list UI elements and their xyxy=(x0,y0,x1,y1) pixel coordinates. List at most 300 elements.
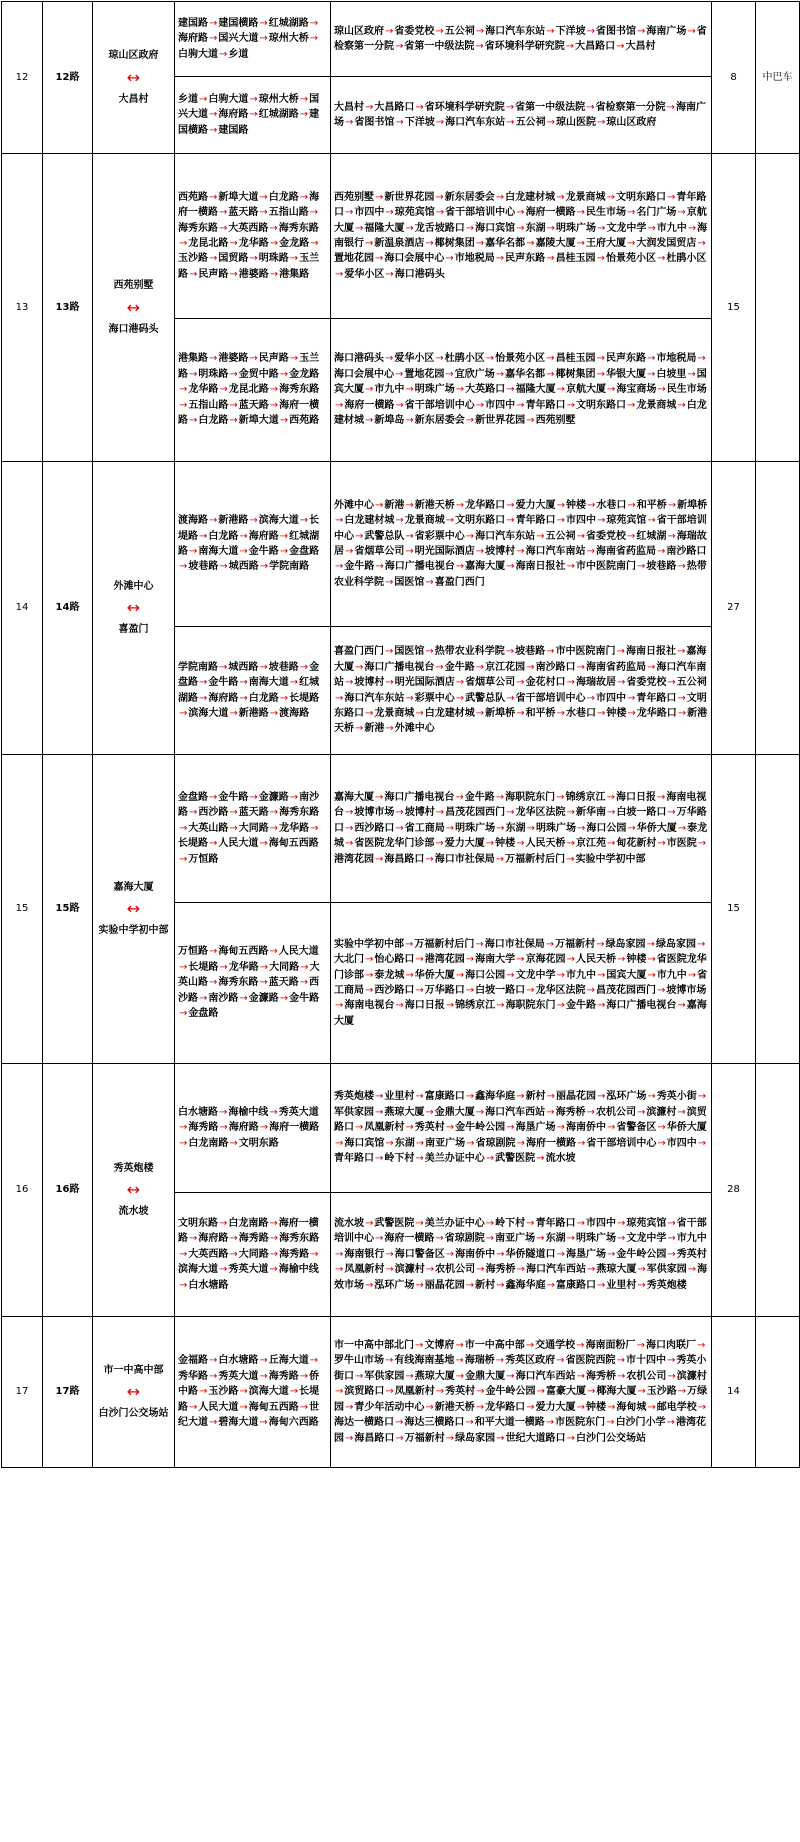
road-name: 龙昆北路 xyxy=(228,384,269,396)
arrow-icon: → xyxy=(269,707,279,719)
arrow-icon: → xyxy=(385,576,394,588)
stop-name: 明光国际酒店 xyxy=(394,677,455,689)
stop-name: 华侨大厦 xyxy=(414,969,455,981)
road-name: 白驹大道 xyxy=(178,48,218,60)
stop-name: 滨贸路口 xyxy=(344,1386,385,1398)
arrow-icon: → xyxy=(209,1370,218,1382)
road-name: 西沙路 xyxy=(198,807,229,819)
route-terminals xyxy=(93,2,175,154)
vehicle-count: 14 xyxy=(712,1317,756,1468)
road-name: 龙昆北路 xyxy=(188,238,229,249)
road-name: 明珠路 xyxy=(198,368,229,380)
stop-name: 业里村 xyxy=(384,1091,415,1103)
terminal-to: 大昌村 xyxy=(118,93,149,105)
road-name: 海秀东路 xyxy=(279,1233,320,1245)
arrow-icon: → xyxy=(506,692,515,704)
stop-name: 昌桂玉园 xyxy=(555,353,596,365)
arrow-icon: → xyxy=(355,530,364,542)
stop-name: 大昌路口 xyxy=(374,101,415,113)
stop-name: 海瑞故居 xyxy=(334,530,707,557)
road-name: 玉兰路 xyxy=(178,353,320,380)
route-stops xyxy=(331,2,712,77)
stop-name: 海口会展中心 xyxy=(334,368,394,380)
arrow-icon: → xyxy=(435,117,445,128)
stop-name: 外滩中心 xyxy=(394,723,435,735)
stop-name: 新华南 xyxy=(575,807,606,819)
arrow-icon: → xyxy=(546,353,555,365)
arrow-icon: → xyxy=(495,191,505,203)
route-stops xyxy=(331,462,712,627)
stop-name: 海口广播电视台 xyxy=(384,561,455,573)
arrow-icon: → xyxy=(445,515,455,527)
arrow-icon: → xyxy=(219,1106,228,1118)
stop-name: 青年路口 xyxy=(334,1153,374,1165)
arrow-icon: → xyxy=(647,1401,656,1413)
stop-name: 海口汽车东站 xyxy=(475,530,536,542)
arrow-icon: → xyxy=(646,938,655,950)
arrow-icon: → xyxy=(667,530,676,542)
arrow-icon: → xyxy=(596,222,606,234)
arrow-icon: → xyxy=(335,399,344,411)
stop-name: 新埠桥 xyxy=(485,707,516,719)
arrow-icon: → xyxy=(229,1137,238,1149)
arrow-icon: → xyxy=(355,661,364,673)
stop-name: 新港 xyxy=(384,499,405,511)
arrow-icon: → xyxy=(425,1106,434,1118)
arrow-icon: → xyxy=(516,677,525,689)
arrow-icon: → xyxy=(189,546,198,557)
arrow-icon: → xyxy=(596,969,606,981)
stop-name: 国宾大厦 xyxy=(606,969,647,981)
stop-name: 热带农业科学院 xyxy=(434,646,505,658)
road-name: 人民大道 xyxy=(278,946,319,958)
stop-name: 青年路口 xyxy=(334,191,707,219)
road-name: 龙华路 xyxy=(279,822,310,834)
route-stops xyxy=(331,154,712,319)
stop-name: 省医院龙华门诊部 xyxy=(334,954,707,981)
arrow-icon: → xyxy=(606,1401,616,1413)
stop-name: 省烟草公司 xyxy=(465,677,516,689)
arrow-icon: → xyxy=(465,985,475,996)
arrow-icon: → xyxy=(179,1008,188,1020)
stop-name: 海府一横路 xyxy=(525,207,576,219)
arrow-icon: → xyxy=(697,1091,707,1103)
stop-name: 海口宾馆 xyxy=(475,222,516,234)
road-name: 大同路 xyxy=(238,822,269,834)
road-name: 金濂路 xyxy=(258,791,289,803)
stop-name: 椰树集团 xyxy=(434,238,475,249)
stop-name: 秀英村 xyxy=(445,1386,476,1398)
stop-name: 万福新村 xyxy=(404,1432,445,1444)
arrow-icon: → xyxy=(566,807,575,819)
stop-name: 锦绣京江 xyxy=(455,1000,496,1012)
stop-name: 海南侨中 xyxy=(565,1122,606,1134)
stop-name: 军供家园 xyxy=(364,1370,405,1382)
arrow-icon: → xyxy=(576,1340,585,1352)
arrow-icon: → xyxy=(586,1264,596,1276)
stop-name: 市四中 xyxy=(485,399,516,411)
stop-name: 泓环广场 xyxy=(374,1279,415,1291)
arrow-icon: → xyxy=(616,1217,626,1229)
arrow-icon: → xyxy=(576,661,585,673)
arrow-icon: → xyxy=(269,807,279,819)
route-stops xyxy=(331,77,712,154)
arrow-icon: → xyxy=(219,661,228,673)
arrow-icon: → xyxy=(455,791,464,803)
road-name: 海秀路 xyxy=(238,1233,269,1245)
stop-name: 滨濂村 xyxy=(646,1106,677,1118)
stop-name: 省干部培训中心 xyxy=(515,692,586,704)
arrow-icon: → xyxy=(415,1137,425,1149)
arrow-icon: → xyxy=(606,1122,616,1134)
stop-name: 金花村口 xyxy=(525,677,566,689)
arrow-icon: → xyxy=(637,1279,646,1291)
stop-name: 武警医院 xyxy=(374,1217,415,1229)
stop-name: 海口市社保局 xyxy=(484,938,545,950)
road-name: 南海大道 xyxy=(198,546,239,557)
stop-name: 滨濂村 xyxy=(394,1264,425,1276)
arrow-icon: → xyxy=(425,1401,434,1413)
road-name: 文明东路 xyxy=(238,1137,279,1149)
arrow-icon: → xyxy=(335,1000,344,1012)
arrow-icon: → xyxy=(676,646,686,658)
stop-name: 怡心路口 xyxy=(374,954,415,966)
stop-name: 和平大道一横路 xyxy=(474,1417,545,1429)
arrow-icon: → xyxy=(475,661,485,673)
stop-name: 秀英村 xyxy=(414,1122,445,1134)
arrow-icon: → xyxy=(616,41,625,52)
arrow-icon: → xyxy=(219,961,228,973)
arrow-icon: → xyxy=(259,1370,268,1382)
arrow-icon: → xyxy=(189,368,198,380)
stop-name: 海口日报 xyxy=(404,1000,445,1012)
stop-name: 水巷口 xyxy=(596,499,627,511)
arrow-icon: → xyxy=(646,353,656,365)
road-name: 海秀路 xyxy=(268,1370,299,1382)
road-name: 学院南路 xyxy=(178,661,218,673)
stop-name: 海府一横路 xyxy=(525,1137,576,1149)
arrow-icon: → xyxy=(586,1386,596,1398)
stop-name: 海口汽车南站 xyxy=(334,661,707,689)
arrow-icon: → xyxy=(546,117,555,128)
arrow-icon: → xyxy=(677,692,686,704)
arrow-icon: → xyxy=(627,707,636,719)
stop-name: 秀英区政府 xyxy=(505,1355,556,1367)
road-name: 人民大道 xyxy=(218,838,259,850)
arrow-icon: → xyxy=(219,207,228,219)
stop-name: 省警备区 xyxy=(616,1122,657,1134)
stop-name: 海职院东门 xyxy=(505,791,556,803)
route-row xyxy=(2,755,800,903)
stop-name: 外滩中心 xyxy=(334,499,374,511)
stop-name: 东湖 xyxy=(394,1137,415,1149)
stop-name: 海口宾馆 xyxy=(344,1137,385,1149)
stop-name: 京海花园 xyxy=(525,954,566,966)
stop-name: 明珠广场 xyxy=(555,222,596,234)
stop-name: 杜鹃小区 xyxy=(444,353,485,365)
road-name: 城西路 xyxy=(228,661,259,673)
arrow-icon: → xyxy=(445,822,455,834)
stop-name: 龙华区法院 xyxy=(535,985,586,996)
stop-name: 福隆大厦 xyxy=(515,384,556,396)
arrow-icon: → xyxy=(345,117,354,128)
stop-name: 白坡一路口 xyxy=(475,985,526,996)
arrow-icon: → xyxy=(249,93,258,105)
stop-name: 海南广场 xyxy=(646,25,687,37)
arrow-icon: → xyxy=(310,238,319,249)
stop-name: 文明东路口 xyxy=(455,515,506,527)
arrow-icon: → xyxy=(259,1417,268,1429)
arrow-icon: → xyxy=(455,499,465,511)
arrow-icon: → xyxy=(546,1106,555,1118)
arrow-icon: → xyxy=(546,368,555,380)
arrow-icon: → xyxy=(586,546,595,557)
arrow-icon: → xyxy=(365,101,374,113)
arrow-icon: → xyxy=(179,853,188,865)
stop-name: 省烟草公司 xyxy=(354,546,405,557)
arrow-icon: → xyxy=(279,530,289,542)
arrow-icon: → xyxy=(425,576,434,588)
stop-name: 省医院龙华门诊部 xyxy=(354,838,435,850)
stop-name: 省琼剧院 xyxy=(475,1137,516,1149)
arrow-icon: → xyxy=(566,838,575,850)
arrow-icon: → xyxy=(300,961,309,973)
stop-name: 东湖 xyxy=(545,1233,566,1245)
road-name: 白水塘路 xyxy=(218,1355,259,1367)
arrow-icon: → xyxy=(637,1386,646,1398)
arrow-icon: → xyxy=(279,415,289,427)
stop-name: 美兰办证中心 xyxy=(424,1217,485,1229)
stop-name: 南沙路口 xyxy=(535,661,576,673)
route-terminals xyxy=(93,755,175,1064)
arrow-icon: → xyxy=(506,969,515,981)
road-name: 建国横路 xyxy=(218,17,259,29)
stop-name: 京航大厦 xyxy=(334,207,707,234)
road-name: 红城湖路 xyxy=(258,109,299,121)
stop-name: 万福新村后门 xyxy=(505,853,566,865)
arrow-icon: → xyxy=(415,1340,424,1352)
road-name: 长堤路 xyxy=(178,1386,320,1413)
arrow-icon: → xyxy=(385,207,394,219)
stop-name: 名门广场 xyxy=(636,207,677,219)
stop-name: 丽晶花园 xyxy=(424,1279,465,1291)
stop-name: 坡博村 xyxy=(404,807,435,819)
arrow-icon: → xyxy=(576,1217,585,1229)
arrow-icon: → xyxy=(616,954,626,966)
arrow-icon: → xyxy=(485,1153,495,1165)
arrow-icon: → xyxy=(299,977,309,989)
stop-name: 金牛路 xyxy=(444,661,475,673)
arrow-icon: → xyxy=(289,677,299,689)
stop-name: 王府大厦 xyxy=(585,238,626,249)
stop-name: 国医馆 xyxy=(394,646,425,658)
stop-name: 钟楼 xyxy=(626,954,647,966)
stop-name: 新世界花园 xyxy=(475,415,526,427)
arrow-icon: → xyxy=(405,384,414,396)
vehicle-type xyxy=(756,462,800,755)
stop-name: 凤凰新村 xyxy=(344,1264,385,1276)
arrow-icon: → xyxy=(209,977,218,989)
road-name: 大英西路 xyxy=(188,1248,229,1260)
arrow-icon: → xyxy=(566,1432,575,1444)
stop-name: 海效市场 xyxy=(334,1264,708,1291)
road-name: 碧海大道 xyxy=(218,1417,259,1429)
arrow-icon: → xyxy=(606,807,616,819)
arrow-icon: → xyxy=(616,646,625,658)
stop-name: 五公祠 xyxy=(545,530,576,542)
arrow-icon: → xyxy=(485,353,495,365)
stop-name: 泓环广场 xyxy=(606,1091,647,1103)
arrow-icon: → xyxy=(239,692,248,704)
stop-name: 南亚广场 xyxy=(425,1137,466,1149)
stop-name: 市九中 xyxy=(565,969,596,981)
stop-name: 华侨隧道口 xyxy=(505,1248,556,1260)
stop-name: 省第一中级法院 xyxy=(404,41,475,52)
route-stops xyxy=(331,1317,712,1468)
arrow-icon: → xyxy=(385,1248,394,1260)
road-name: 坡巷路 xyxy=(188,561,219,573)
vehicle-type: 中巴车 xyxy=(756,2,800,154)
stop-name: 白龙建材城 xyxy=(505,191,556,203)
arrow-icon: → xyxy=(365,1279,374,1291)
arrow-icon: → xyxy=(586,1106,595,1118)
road-name: 金盘路 xyxy=(178,661,320,689)
double-arrow-icon: ↔ xyxy=(126,1180,141,1199)
stop-name: 新东居委会 xyxy=(444,191,495,203)
arrow-icon: → xyxy=(677,1000,686,1012)
arrow-icon: → xyxy=(395,368,404,380)
arrow-icon: → xyxy=(229,399,238,411)
arrow-icon: → xyxy=(506,384,515,396)
arrow-icon: → xyxy=(687,1264,697,1276)
stop-name: 罗牛山市场 xyxy=(334,1355,384,1367)
arrow-icon: → xyxy=(445,1248,455,1260)
stop-name: 省检察第一分院 xyxy=(595,101,666,113)
stop-name: 凤凰新村 xyxy=(364,1122,405,1134)
arrow-icon: → xyxy=(596,353,605,365)
arrow-icon: → xyxy=(299,93,309,105)
arrow-icon: → xyxy=(475,938,484,950)
arrow-icon: → xyxy=(546,25,555,37)
road-name: 明珠路 xyxy=(258,253,289,265)
stop-name: 市九中 xyxy=(676,1233,707,1245)
arrow-icon: → xyxy=(566,677,575,689)
arrow-icon: → xyxy=(365,415,374,427)
arrow-icon: → xyxy=(475,25,485,37)
arrow-icon: → xyxy=(335,1248,344,1260)
stop-name: 海口广播电视台 xyxy=(364,661,435,673)
arrow-icon: → xyxy=(687,969,697,981)
arrow-icon: → xyxy=(616,1355,625,1367)
road-name: 国兴大道 xyxy=(218,33,259,45)
stop-name: 市四中 xyxy=(565,515,596,527)
arrow-icon: → xyxy=(657,838,666,850)
arrow-icon: → xyxy=(385,1355,394,1367)
stop-name: 富康路口 xyxy=(424,1091,465,1103)
arrow-icon: → xyxy=(546,253,555,265)
stop-name: 西沙路口 xyxy=(354,822,395,834)
stop-name: 邮电学校 xyxy=(656,1401,697,1413)
road-name: 秀英大道 xyxy=(228,1264,269,1276)
arrow-icon: → xyxy=(435,807,445,819)
stop-name: 西苑别墅 xyxy=(535,415,576,427)
stop-name: 民声东路 xyxy=(605,353,646,365)
arrow-icon: → xyxy=(606,1417,615,1429)
arrow-icon: → xyxy=(259,1122,269,1134)
stop-name: 宜欣广场 xyxy=(454,368,495,380)
stop-name: 彩票中心 xyxy=(414,692,455,704)
arrow-icon: → xyxy=(365,384,374,396)
stop-name: 海口广播电视台 xyxy=(606,1000,677,1012)
stop-name: 怡景苑小区 xyxy=(605,253,656,265)
arrow-icon: → xyxy=(239,546,248,557)
arrow-icon: → xyxy=(239,1386,248,1398)
stop-name: 新埠岛 xyxy=(374,415,405,427)
arrow-icon: → xyxy=(239,530,248,542)
stop-name: 市九中 xyxy=(656,969,687,981)
arrow-icon: → xyxy=(525,1340,535,1352)
vehicle-count: 15 xyxy=(712,755,756,1064)
arrow-icon: → xyxy=(516,954,525,966)
arrow-icon: → xyxy=(209,1355,218,1367)
stop-name: 武警总队 xyxy=(465,692,506,704)
arrow-icon: → xyxy=(219,561,228,573)
terminal-to: 流水坡 xyxy=(118,1206,149,1217)
stop-name: 海昌路口 xyxy=(384,853,425,865)
road-name: 金牛路 xyxy=(248,546,279,557)
road-name: 世纪大道 xyxy=(178,1401,320,1429)
arrow-icon: → xyxy=(475,546,485,557)
stop-name: 爱力大厦 xyxy=(515,499,556,511)
stop-name: 青年路口 xyxy=(636,692,677,704)
arrow-icon: → xyxy=(289,791,299,803)
arrow-icon: → xyxy=(445,1432,455,1444)
arrow-icon: → xyxy=(556,384,565,396)
arrow-icon: → xyxy=(656,253,666,265)
terminal-from: 嘉海大厦 xyxy=(113,881,154,893)
arrow-icon: → xyxy=(435,661,444,673)
stop-name: 市十四中 xyxy=(625,1355,666,1367)
arrow-icon: → xyxy=(526,415,535,427)
arrow-icon: → xyxy=(576,207,585,219)
arrow-icon: → xyxy=(395,1432,404,1444)
road-name: 人民大道 xyxy=(198,1401,239,1413)
arrow-icon: → xyxy=(299,1370,309,1382)
stop-name: 市中医院南门 xyxy=(555,646,616,658)
road-name: 白水塘路 xyxy=(188,1279,229,1291)
road-name: 海府一横路 xyxy=(178,191,320,219)
arrow-icon: → xyxy=(385,677,394,689)
road-name: 金濂路 xyxy=(248,992,279,1004)
arrow-icon: → xyxy=(395,399,404,411)
road-name: 海甸五西路 xyxy=(218,946,269,958)
arrow-icon: → xyxy=(586,25,595,37)
route-terminals xyxy=(93,1064,175,1317)
arrow-icon: → xyxy=(657,384,666,396)
road-name: 白水塘路 xyxy=(178,1106,218,1118)
arrow-icon: → xyxy=(667,807,676,819)
arrow-icon: → xyxy=(259,17,268,29)
arrow-icon: → xyxy=(636,1106,646,1118)
road-name: 蓝天路 xyxy=(238,399,269,411)
arrow-icon: → xyxy=(259,961,269,973)
stop-name: 龙景商城 xyxy=(374,707,415,719)
route-row xyxy=(2,462,800,627)
arrow-icon: → xyxy=(506,807,515,819)
road-name: 秀英大道 xyxy=(218,1370,259,1382)
arrow-icon: → xyxy=(677,707,687,719)
arrow-icon: → xyxy=(545,938,555,950)
